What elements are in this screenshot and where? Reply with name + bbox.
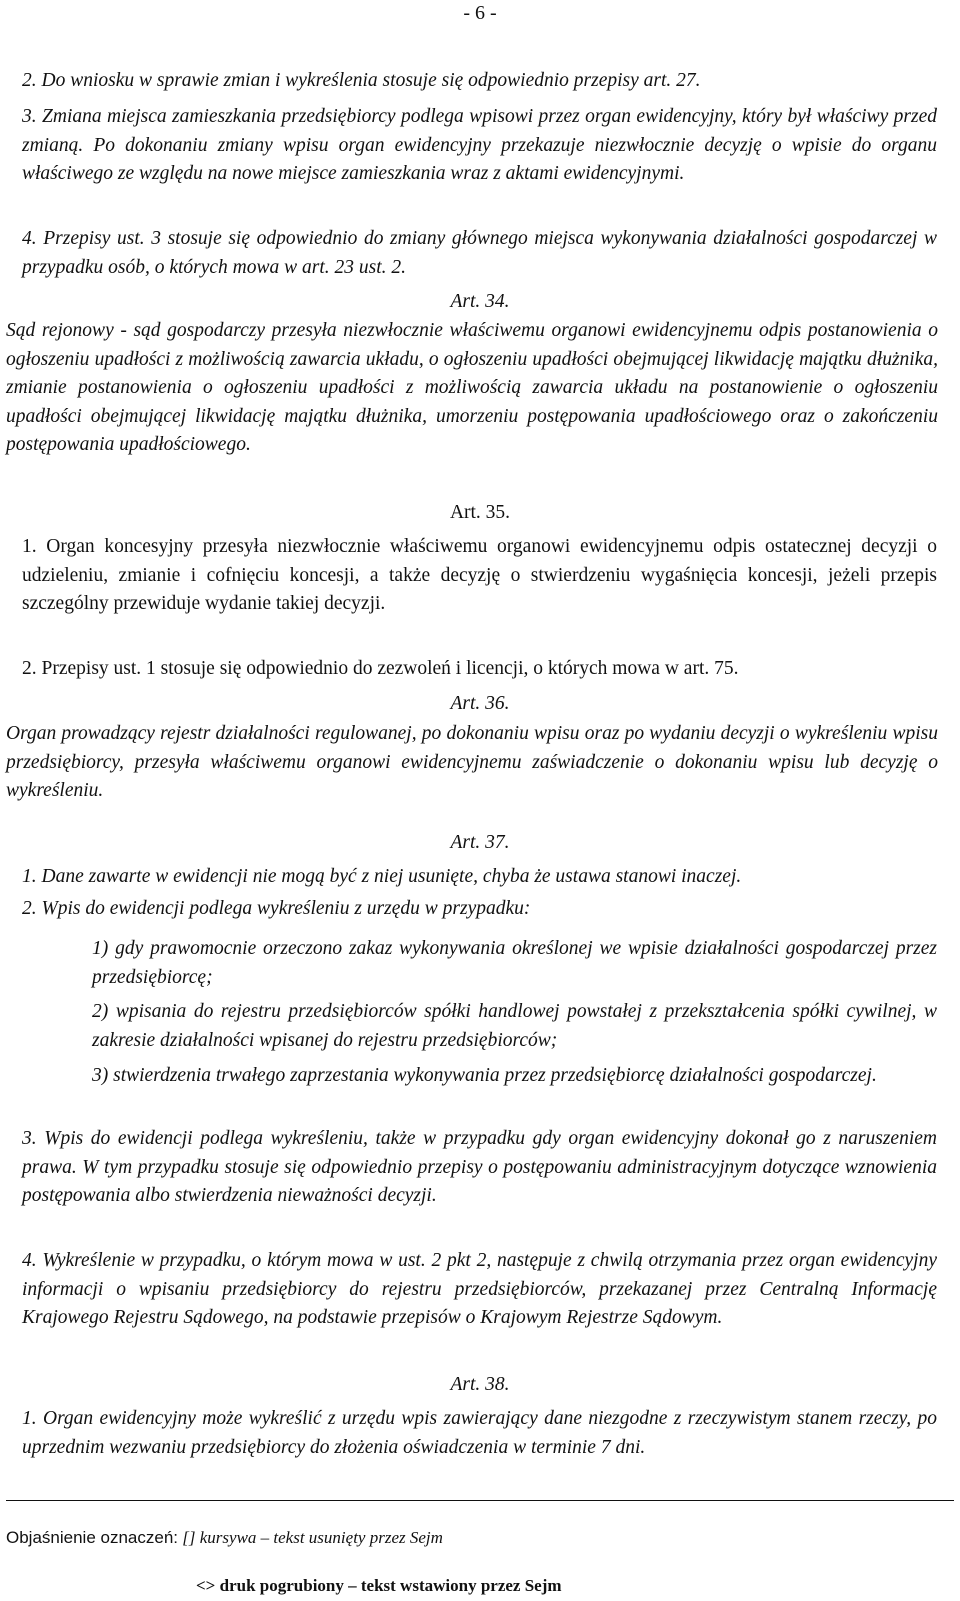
article-heading-34: Art. 34. bbox=[450, 291, 510, 312]
paragraph-37-2: 2. Wpis do ewidencji podlega wykreśleniu z urzędu w przypadku: bbox=[22, 898, 531, 919]
article-heading-37: Art. 37. bbox=[450, 832, 510, 853]
page-number: - 6 - bbox=[463, 2, 497, 24]
paragraph-33-3: 3. Zmiana miejsca zamieszkania przedsiębiorcy podlega wpisowi przez organ ewidencyjny, który był właściwy przed zmianą. Po dokonaniu zmiany wpisu organ ewidencyjny przekazuje niezwłocznie decyzję o wpisie do organu właściwego ze względu na nowe miejsce zamieszkania wraz z aktami ewidencyjnymi. bbox=[22, 106, 937, 184]
legend-label: Objaśnienie oznaczeń: bbox=[6, 1528, 179, 1547]
paragraph-36: Organ prowadzący rejestr działalności regulowanej, po dokonaniu wpisu oraz po wydaniu decyzji o wykreśleniu wpisu przedsiębiorcy, przesyła właściwemu organowi ewidencyjnemu zaświadczenie o dokonaniu wpisu lub decyzję o wykreśleniu. bbox=[6, 723, 938, 801]
legend-italic: [] kursywa – tekst usunięty przez Sejm bbox=[182, 1528, 443, 1547]
article-heading-36: Art. 36. bbox=[450, 693, 510, 714]
paragraph-33-2: 2. Do wniosku w sprawie zmian i wykreślenia stosuje się odpowiednio przepisy art. 27. bbox=[22, 70, 701, 91]
paragraph-34: Sąd rejonowy - sąd gospodarczy przesyła niezwłocznie właściwemu organowi ewidencyjnemu odpis postanowienia o ogłoszeniu upadłości z możliwością zawarcia układu, o ogłoszeniu upadłości obejmującej likwidację majątku dłużnika, zmianie postanowienia o ogłoszeniu upadłości z możliwością zawarcia układu na postanowienie o ogłoszeniu upadłości obejmującej likwidację majątku dłużnika, umorzeniu postępowania upadłościowego oraz o zakończeniu postępowania upadłościowego. bbox=[6, 320, 938, 455]
list-item-37-2-2: 2) wpisania do rejestru przedsiębiorców spółki handlowej powstałej z przekształcenia spółki cywilnej, w zakresie działalności wpisanej do rejestru przedsiębiorców; bbox=[92, 1001, 937, 1051]
list-item-37-2-3: 3) stwierdzenia trwałego zaprzestania wykonywania przez przedsiębiorcę działalności gospodarczej. bbox=[92, 1065, 877, 1086]
paragraph-33-4: 4. Przepisy ust. 3 stosuje się odpowiednio do zmiany głównego miejsca wykonywania działalności gospodarczej w przypadku osób, o których mowa w art. 23 ust. 2. bbox=[22, 228, 937, 278]
paragraph-37-4: 4. Wykreślenie w przypadku, o którym mowa w ust. 2 pkt 2, następuje z chwilą otrzymania przez organ ewidencyjny informacji o wpisaniu przedsiębiorcy do rejestru przedsiębiorców, przekazanej przez Centralną Informację Krajowego Rejestru Sądowego, na podstawie przepisów o Krajowym Rejestrze Sądowym. bbox=[22, 1250, 937, 1328]
paragraph-37-1: 1. Dane zawarte w ewidencji nie mogą być z niej usunięte, chyba że ustawa stanowi inaczej. bbox=[22, 866, 742, 887]
footer-divider bbox=[6, 1500, 954, 1501]
paragraph-38-1: 1. Organ ewidencyjny może wykreślić z urzędu wpis zawierający dane niezgodne z rzeczywistym stanem rzeczy, po uprzednim wezwaniu przedsiębiorcy do złożenia oświadczenia w terminie 7 dni. bbox=[22, 1408, 937, 1458]
legend-bold: <> druk pogrubiony – tekst wstawiony przez Sejm bbox=[196, 1576, 562, 1595]
article-heading-38: Art. 38. bbox=[450, 1374, 510, 1395]
list-item-37-2-1: 1) gdy prawomocnie orzeczono zakaz wykonywania określonej we wpisie działalności gospodarczej przez przedsiębiorcę; bbox=[92, 938, 937, 988]
paragraph-35-2: 2. Przepisy ust. 1 stosuje się odpowiednio do zezwoleń i licencji, o których mowa w art. 75. bbox=[22, 658, 739, 679]
paragraph-35-1: 1. Organ koncesyjny przesyła niezwłocznie właściwemu organowi ewidencyjnemu odpis ostatecznej decyzji o udzieleniu, zmianie i cofnięciu koncesji, a także decyzję o stwierdzeniu wygaśnięcia koncesji, jeżeli przepis szczególny przewiduje wydanie takiej decyzji. bbox=[22, 536, 937, 614]
footer-legend bbox=[6, 1527, 443, 1549]
paragraph-37-3: 3. Wpis do ewidencji podlega wykreśleniu, także w przypadku gdy organ ewidencyjny dokonał go z naruszeniem prawa. W tym przypadku stosuje się odpowiednio przepisy o postępowaniu administracyjnym dotyczące wznowienia postępowania albo stwierdzenia nieważności decyzji. bbox=[22, 1128, 937, 1206]
article-heading-35: Art. 35. bbox=[449, 502, 511, 523]
